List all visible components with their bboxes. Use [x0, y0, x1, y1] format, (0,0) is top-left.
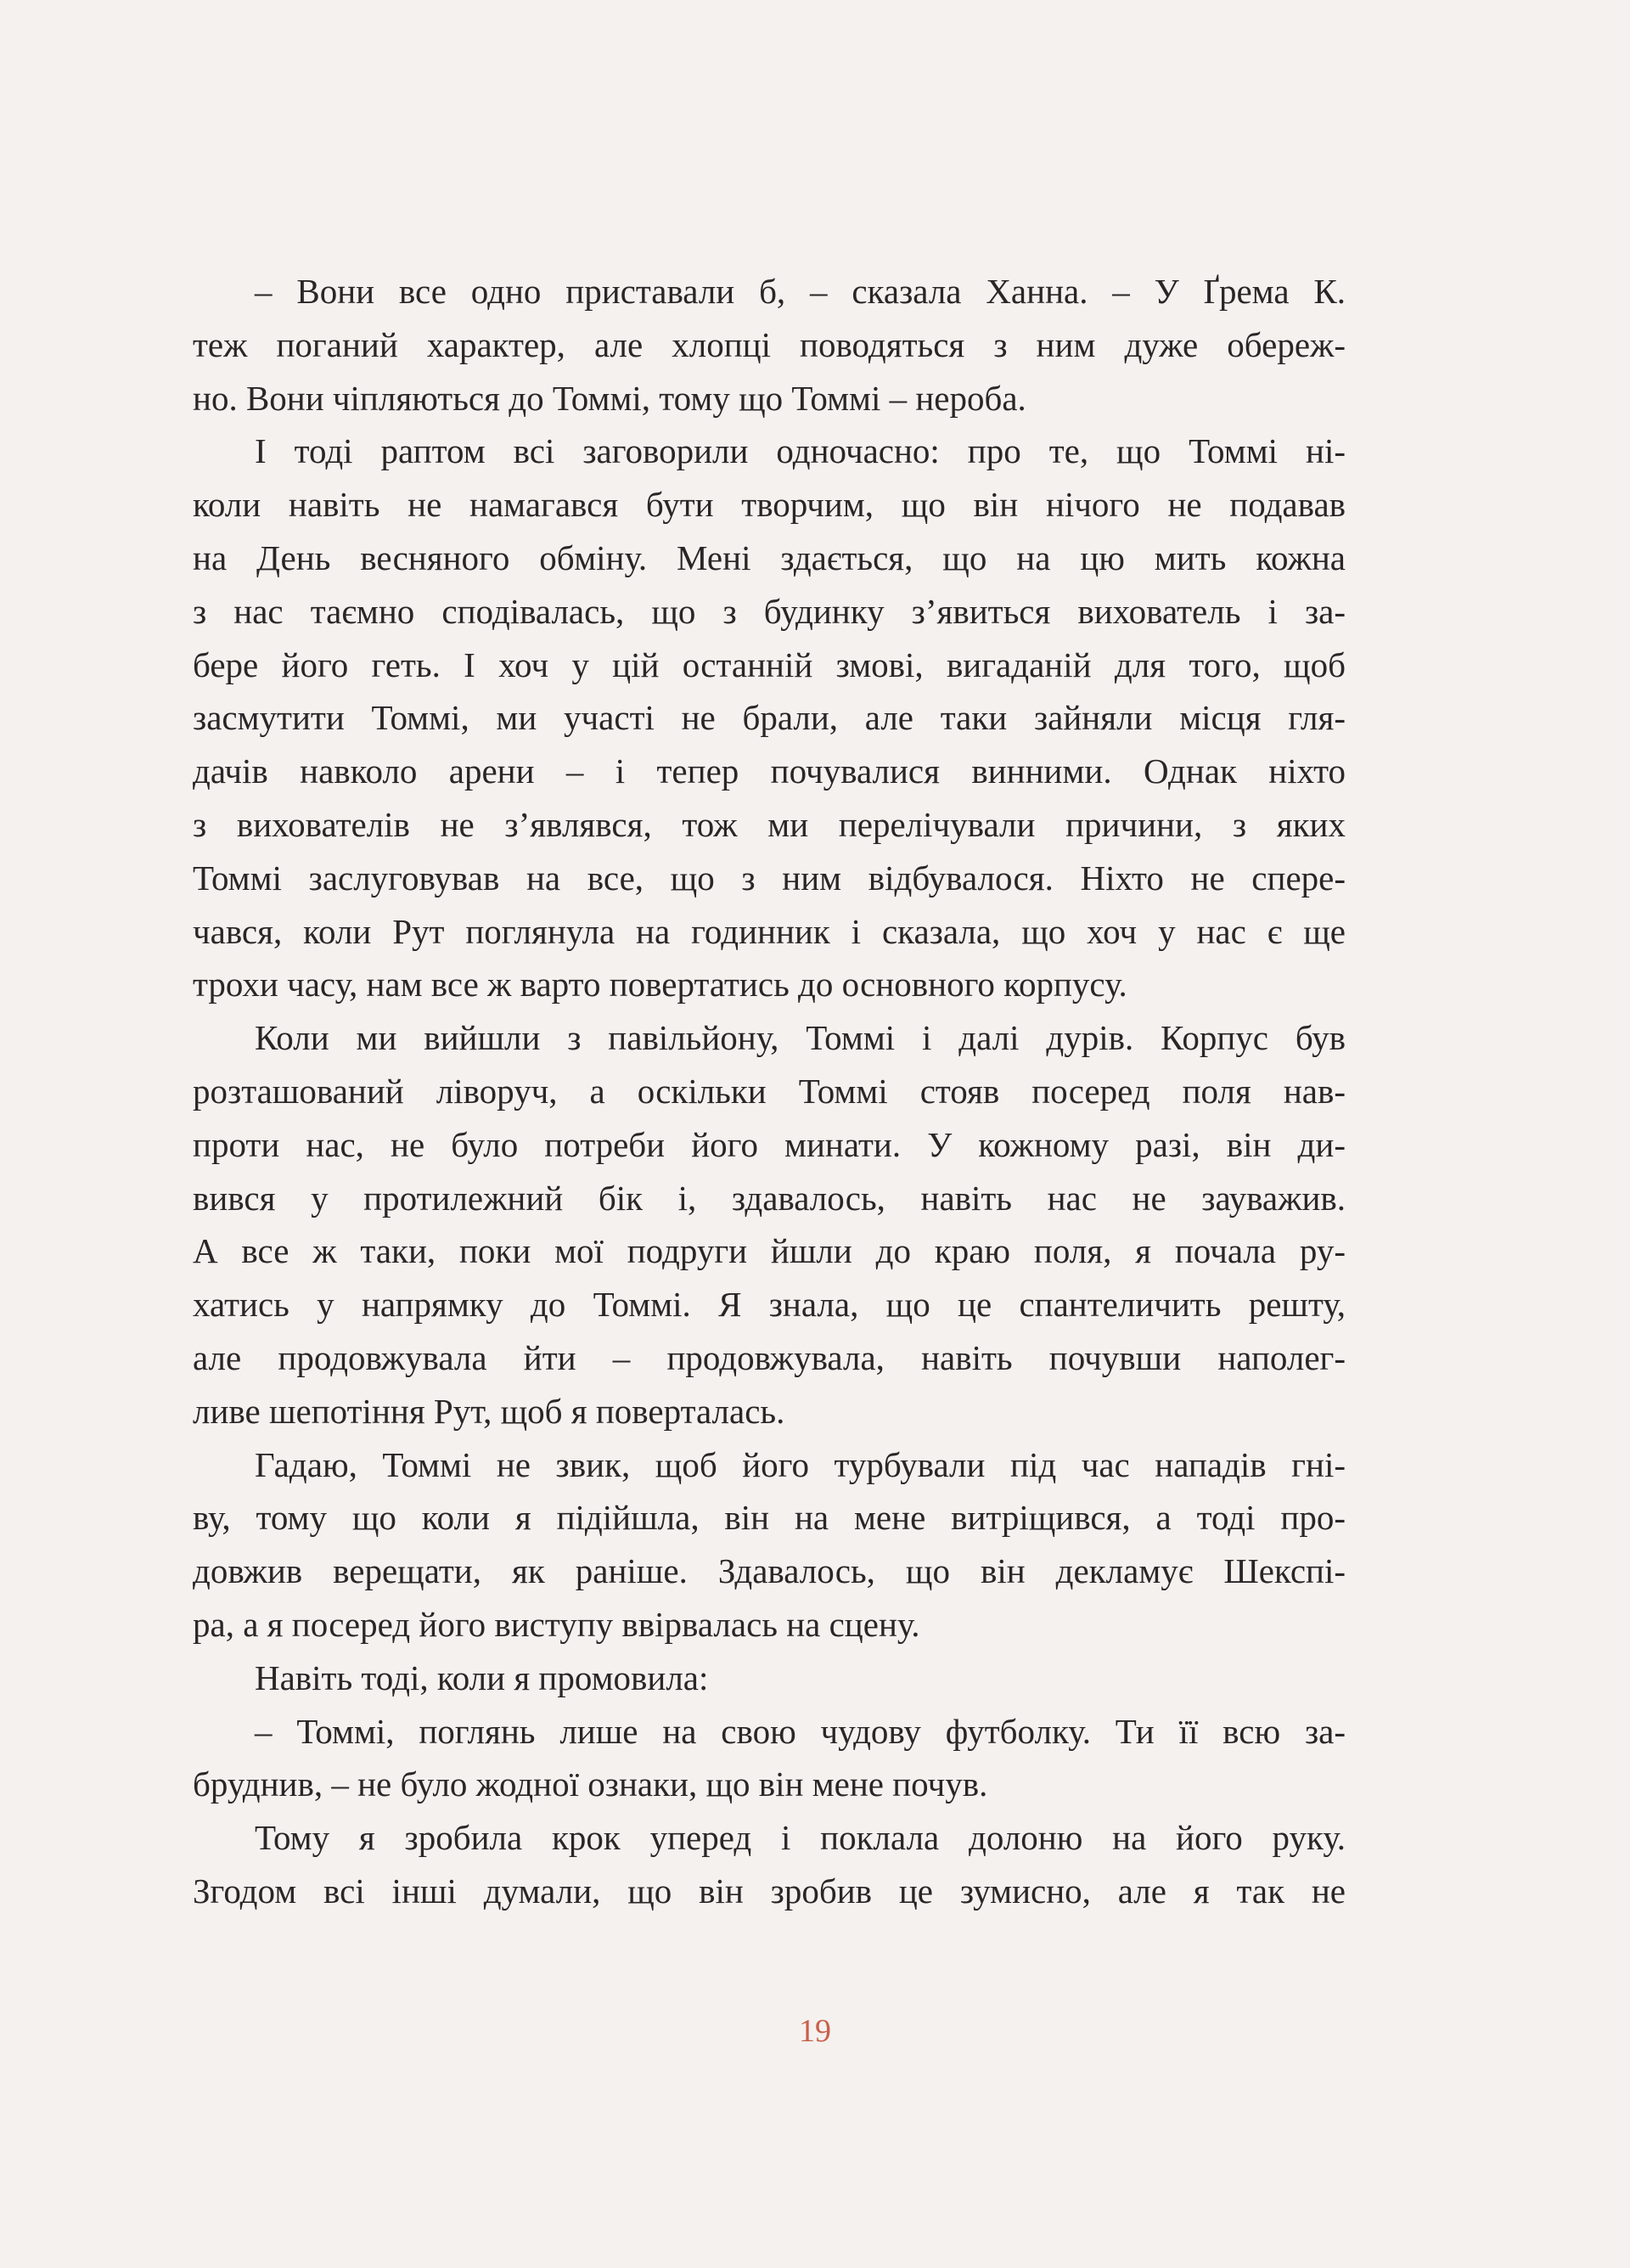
text-line: ливе шепотіння Рут, щоб я поверталась.	[193, 1391, 785, 1431]
text-line: вився у протилежний бік і, здавалось, навіть нас не зауважив.	[193, 1178, 1346, 1218]
text-line: Згодом всі інші думали, що він зробив це зумисно, але я так не	[193, 1871, 1346, 1911]
text-line: но. Вони чіпляються до Томмі, тому що Томмі – нероба.	[193, 378, 1026, 418]
text-line: Навіть тоді, коли я промовила:	[255, 1657, 709, 1697]
text-line: з нас таємно сподівалась, що з будинку з’явиться вихователь і за-	[193, 591, 1346, 631]
text-line: І тоді раптом всі заговорили одночасно: про те, що Томмі ні-	[255, 431, 1346, 471]
text-line: на День весняного обміну. Мені здається, що на цю мить кожна	[193, 537, 1346, 577]
text-line: трохи часу, нам все ж варто повертатись до основного корпусу.	[193, 965, 1127, 1005]
text-line: з вихователів не з’являвся, тож ми перелічували причини, з яких	[193, 804, 1346, 844]
text-line: чався, коли Рут поглянула на годинник і сказала, що хоч у нас є ще	[193, 911, 1346, 951]
text-line: засмутити Томмі, ми участі не брали, але таки зайняли місця гля-	[193, 698, 1346, 738]
text-line: бере його геть. І хоч у цій останній змові, вигаданій для того, щоб	[193, 644, 1346, 684]
text-line: проти нас, не було потреби його минати. У кожному разі, він ди-	[193, 1124, 1346, 1164]
text-line: – Томмі, поглянь лише на свою чудову футболку. Ти її всю за-	[255, 1711, 1346, 1751]
text-line: ра, а я посеред його виступу ввірвалась на сцену.	[193, 1604, 920, 1644]
text-line: Гадаю, Томмі не звик, щоб його турбували під час нападів гні-	[255, 1444, 1346, 1484]
text-line: – Вони все одно приставали б, – сказала Ханна. – У Ґрема К.	[255, 272, 1346, 311]
text-line: Тому я зробила крок уперед і поклала долоню на його руку.	[255, 1818, 1346, 1858]
text-line: дачів навколо арени – і тепер почувалися винними. Однак ніхто	[193, 751, 1346, 791]
text-line: хатись у напрямку до Томмі. Я знала, що це спантеличить решту,	[193, 1285, 1346, 1325]
page-number: 19	[799, 2013, 831, 2049]
text-line: Томмі заслуговував на все, що з ним відбувалося. Ніхто не спере-	[193, 858, 1346, 898]
text-line: Коли ми вийшли з павільйону, Томмі і далі дурів. Корпус був	[255, 1018, 1346, 1058]
text-line: бруднив, – не було жодної ознаки, що він мене почув.	[193, 1764, 988, 1804]
text-line: теж поганий характер, але хлопці поводяться з ним дуже обереж-	[193, 324, 1346, 364]
text-line: коли навіть не намагався бути творчим, що він нічого не подавав	[193, 485, 1346, 525]
book-page-text	[193, 265, 1346, 1918]
text-line: А все ж таки, поки мої подруги йшли до краю поля, я почала ру-	[193, 1231, 1346, 1271]
text-line: довжив верещати, як раніше. Здавалось, що він декламує Шекспі-	[193, 1551, 1346, 1591]
text-line: ву, тому що коли я підійшла, він на мене витріщився, а тоді про-	[193, 1498, 1346, 1538]
text-line: але продовжувала йти – продовжувала, навіть почувши наполег-	[193, 1337, 1346, 1377]
text-line: розташований ліворуч, а оскільки Томмі стояв посеред поля нав-	[193, 1071, 1346, 1111]
